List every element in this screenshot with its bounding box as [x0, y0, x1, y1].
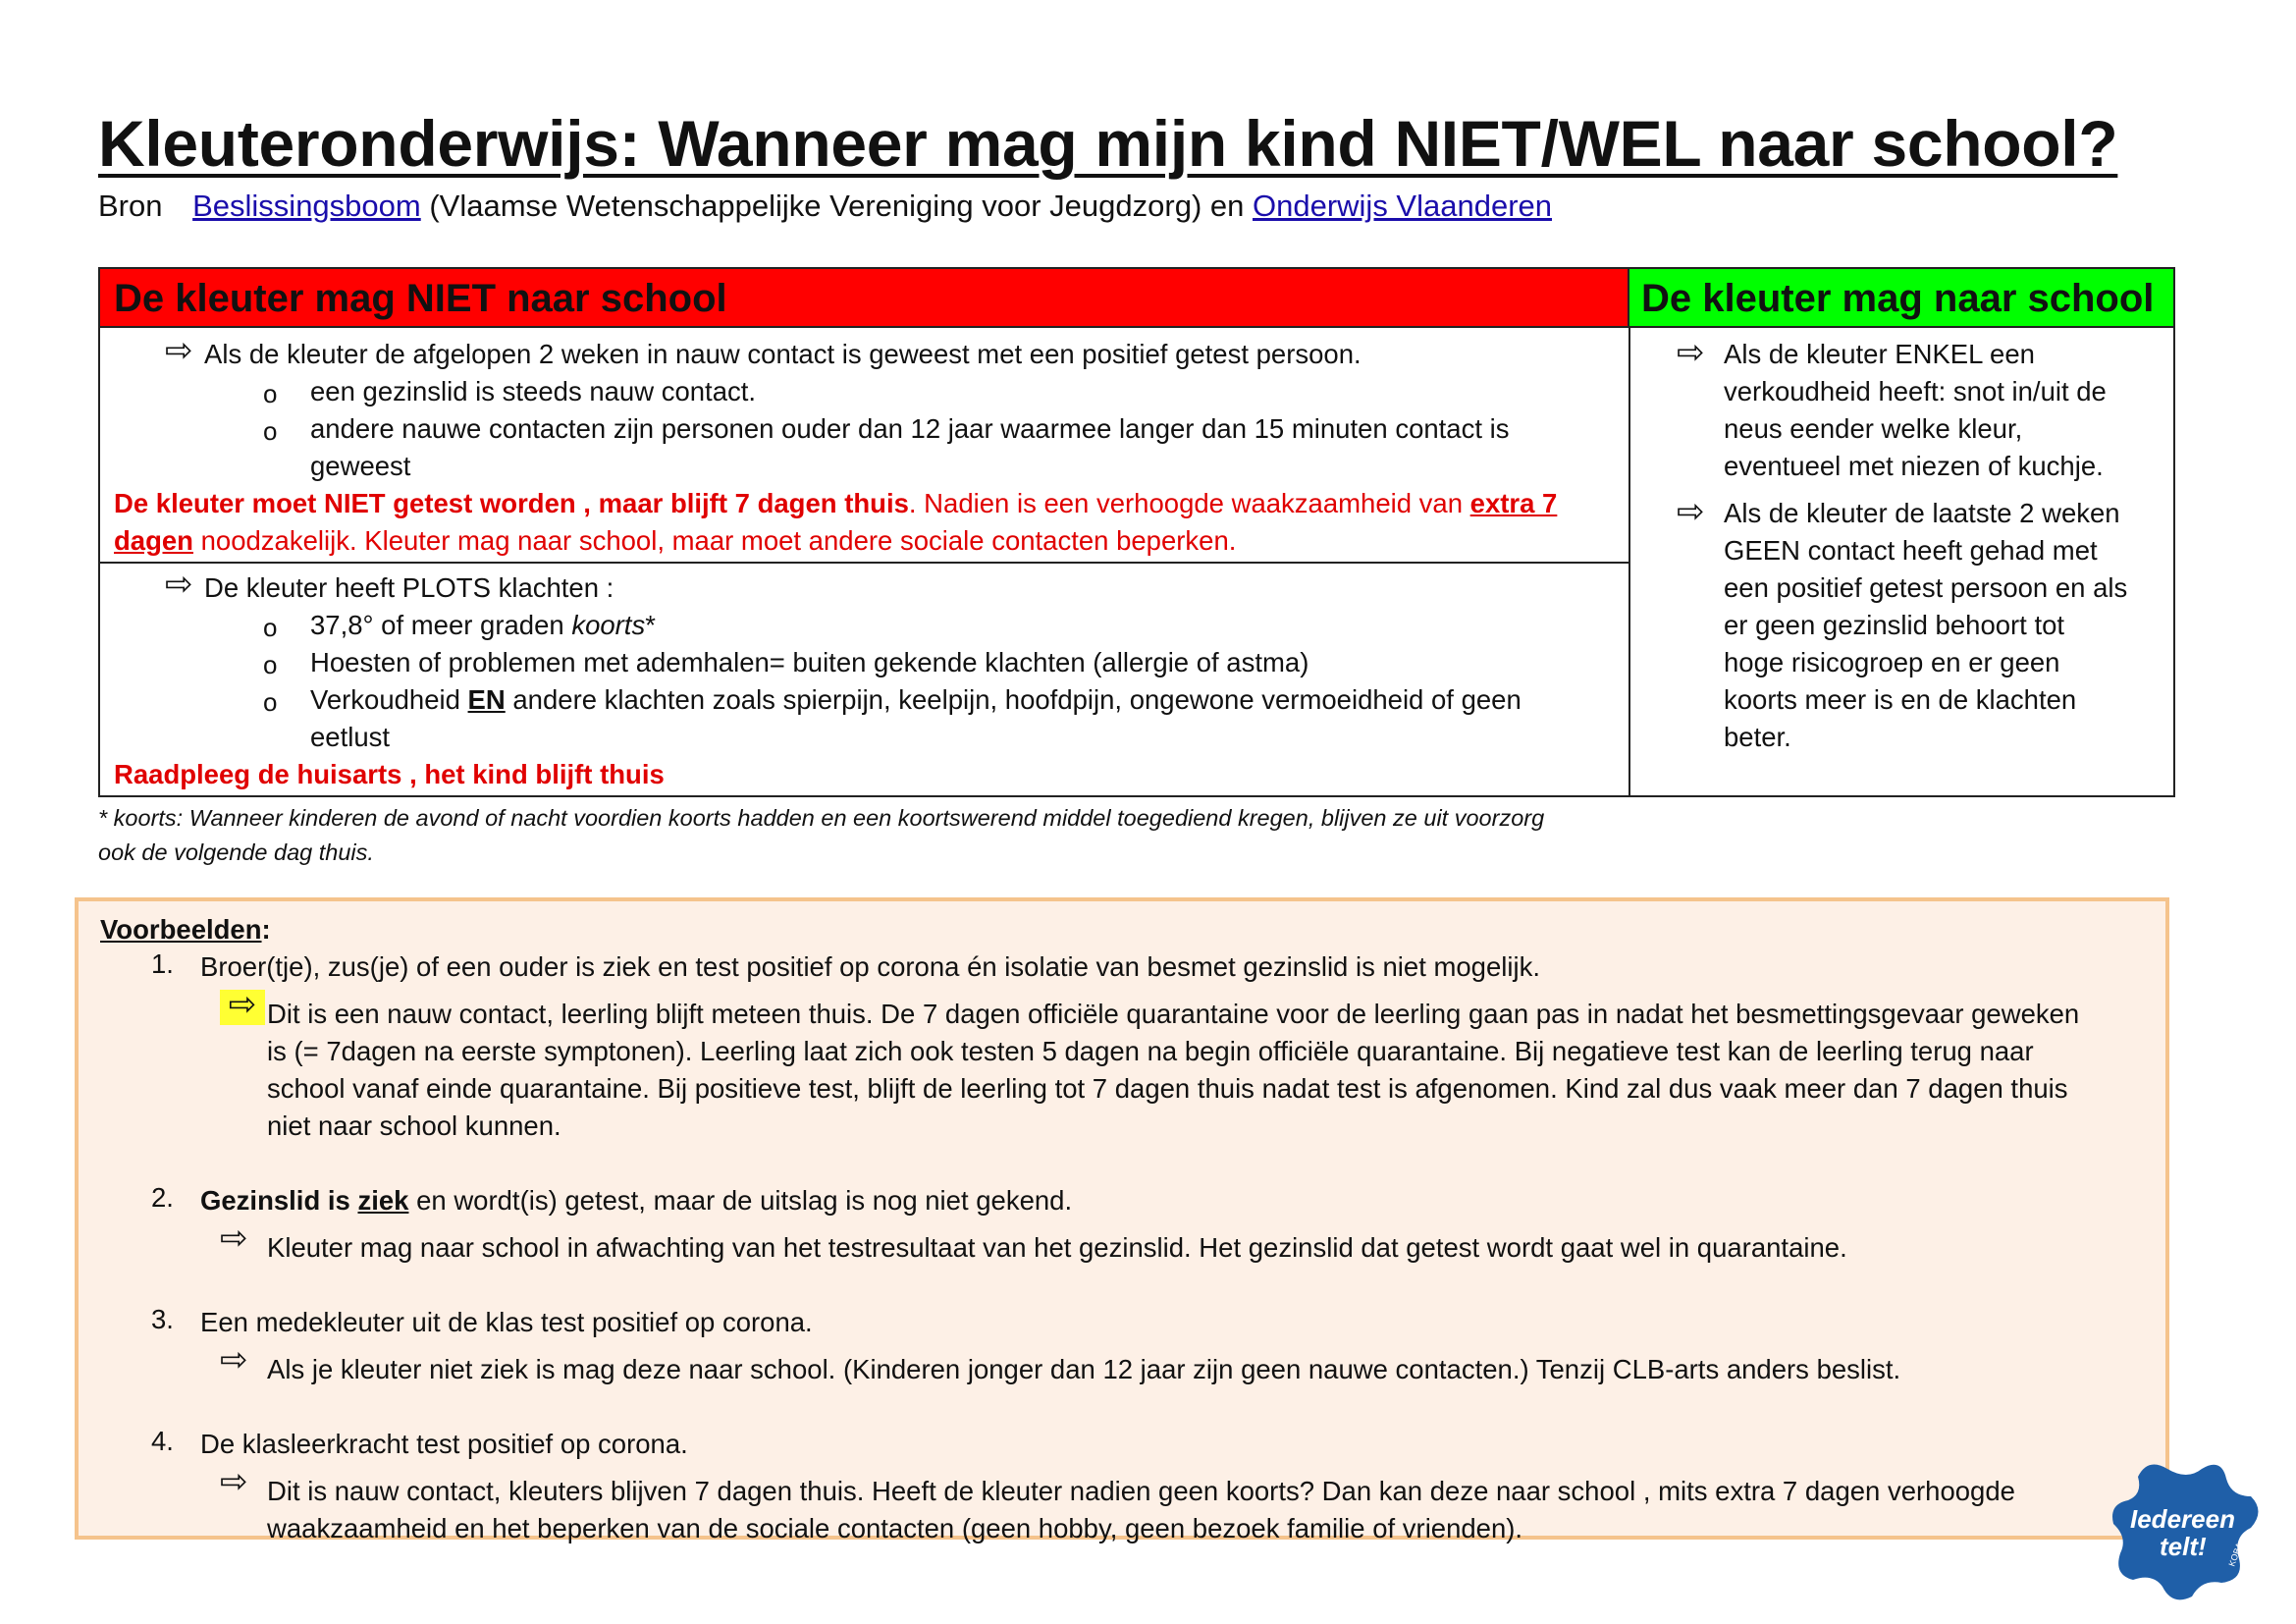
arrow-right-icon: ⇨ — [220, 1463, 248, 1500]
example-1-text: Broer(tje), zus(je) of een ouder is ziek en test positief op corona én isolatie van besmet gezinslid is niet mogelijk. — [200, 951, 1540, 982]
bullet-icon: o — [263, 687, 278, 717]
decision-table: De kleuter mag NIET naar school De kleuter mag naar school ⇨ Als de kleuter de afgelopen 2 weken in nauw contact is geweest met een positief getest persoon. o een gezinslid is steeds nauw contact. o andere nauwe contacten zijn personen ouder dan 12 jaar waarmee langer dan 15 minuten contact is geweest De kleuter moet NIET getest worden , maar blijft 7 dagen thuis. Nadien is een verhoogde waakzaamheid van extra 7 dagen noodzakelijk. Kleuter mag naar school, maar moet andere sociale contacten beperken. ⇨ De kleuter heeft PLOTS klachten : o 37,8° of meer graden koorts* o Hoesten of problemen met ademhalen= buiten gekende klachten (allergie of astma) o Verkoudheid EN andere klachten zoals spierpijn, keelpijn, hoofdpijn, ongewone vermoeidheid of geen eetlust Raadpleeg de huisarts , het kind blijft thuis ⇨ Als de kleuter ENKEL een verkoudheid heeft: snot in/uit de neus eender welke kleur, eventueel met niezen of kuchje. ⇨ Als de kleuter de laatste 2 weken GEEN contact heeft gehad met een positief getest persoon en als er geen gezinslid behoort tot hoge risicogroep en er geen koorts meer is en de klachten beter. — [98, 267, 2175, 797]
page-title: Kleuteronderwijs: Wanneer mag mijn kind NIET/WEL naar school? — [98, 107, 2118, 180]
example-1-sub: school vanaf einde quarantaine. Bij positieve test, blijft de leerling tot 7 dagen thuis nadat test is afgenomen. Kind zal dus vaak meer dan 7 dagen thuis — [267, 1073, 2068, 1104]
iedereen-telt-logo — [2109, 1457, 2266, 1604]
examples-heading: Voorbeelden: — [100, 914, 271, 945]
contact-rule: ⇨ Als de kleuter de afgelopen 2 weken in nauw contact is geweest met een positief getest persoon. — [165, 332, 1362, 369]
example-1-sub: niet naar school kunnen. — [267, 1110, 561, 1141]
arrow-right-icon: ⇨ — [165, 332, 193, 369]
arrow-right-icon: ⇨ — [220, 1219, 248, 1257]
list-number: 1. — [151, 948, 174, 979]
examples-box — [75, 897, 2169, 1543]
arrow-right-icon: ⇨ — [165, 566, 193, 603]
symptoms-rule: ⇨ De kleuter heeft PLOTS klachten : — [165, 566, 614, 603]
example-4-sub: waakzaamheid en het beperken van de sociale contacten (geen hobby, geen bezoek familie of vrienden). — [267, 1513, 1523, 1543]
advice-text-1: De kleuter moet NIET getest worden , maar blijft 7 dagen thuis. Nadien is een verhoogde waakzaamheid van extra 7 — [114, 488, 1558, 518]
bullet-icon: o — [263, 416, 278, 446]
bullet-text: een gezinslid is steeds nauw contact. — [310, 376, 757, 406]
bullet-text: andere nauwe contacten zijn personen ouder dan 12 jaar waarmee langer dan 15 minuten contact is — [310, 413, 1510, 444]
bullet-text: Hoesten of problemen met ademhalen= buiten gekende klachten (allergie of astma) — [310, 647, 1309, 677]
svg-text:Iedereen: Iedereen — [2130, 1504, 2235, 1534]
bullet-text-cont: geweest — [310, 451, 411, 481]
example-1-sub: is (= 7dagen na eerste symptonen). Leerling laat zich ook testen 5 dagen na begin officiële quarantaine. Bij negatieve test kan de leerling terug naar — [267, 1036, 2034, 1066]
example-2-sub: Kleuter mag naar school in afwachting van het testresultaat van het gezinslid. Het gezinslid dat getest wordt gaat wel in quarantaine. — [267, 1232, 1847, 1263]
example-3-sub: Als je kleuter niet ziek is mag deze naar school. (Kinderen jonger dan 12 jaar zijn geen nauwe contacten.) Tenzij CLB-arts anders beslist. — [267, 1354, 1901, 1384]
source-label: Bron — [98, 189, 163, 223]
arrow-right-icon: ⇨ — [220, 990, 265, 1025]
fever-footnote: * koorts: Wanneer kinderen de avond of nacht voordien koorts hadden en een koortswerend middel toegediend kregen, blijven ze uit voorzorg ook de volgende dag thuis. — [98, 805, 1545, 865]
example-2-text: Gezinslid is ziek en wordt(is) getest, maar de uitslag is nog niet gekend. — [200, 1185, 1073, 1216]
example-1-sub: Dit is een nauw contact, leerling blijft meteen thuis. De 7 dagen officiële quarantaine voor de leerling gaan pas in nadat het besmettingsgevaar geweken — [267, 999, 2080, 1029]
example-3-text: Een medekleuter uit de klas test positief op corona. — [200, 1307, 813, 1337]
list-number: 4. — [151, 1426, 174, 1456]
arrow-right-icon: ⇨ — [1677, 334, 1705, 371]
bullet-text-cont: eetlust — [310, 722, 391, 752]
advice-text-2: dagen noodzakelijk. Kleuter mag naar school, maar moet andere sociale contacten beperken. — [114, 525, 1237, 556]
arrow-right-icon: ⇨ — [220, 1341, 248, 1379]
row-divider — [100, 562, 1629, 564]
source-middle: (Vlaamse Wetenschappelijke Vereniging voor Jeugdzorg) en — [429, 189, 1245, 223]
arrow-right-icon: ⇨ — [1677, 493, 1705, 530]
header-not-allowed — [100, 269, 1629, 328]
source-line — [98, 189, 1552, 224]
header-allowed — [1629, 269, 2173, 328]
svg-text:KOBA: KOBA — [2226, 1541, 2245, 1568]
bullet-text: 37,8° of meer graden koorts* — [310, 610, 656, 640]
list-number: 3. — [151, 1304, 174, 1334]
header-yes-text: De kleuter mag naar school — [1641, 277, 2155, 320]
beslissingsboom-link[interactable]: Beslissingsboom — [192, 189, 421, 223]
example-4-text: De klasleerkracht test positief op corona. — [200, 1429, 688, 1459]
bullet-icon: o — [263, 379, 278, 408]
svg-text:telt!: telt! — [2160, 1532, 2207, 1561]
bullet-icon: o — [263, 613, 278, 642]
onderwijs-vlaanderen-link[interactable]: Onderwijs Vlaanderen — [1253, 189, 1553, 223]
list-number: 2. — [151, 1182, 174, 1213]
bullet-icon: o — [263, 650, 278, 679]
advice-doctor: Raadpleeg de huisarts , het kind blijft thuis — [114, 759, 665, 789]
example-4-sub: Dit is nauw contact, kleuters blijven 7 dagen thuis. Heeft de kleuter nadien geen koorts? Dan kan deze naar school , mits extra 7 dagen verhoogde — [267, 1476, 2015, 1506]
bullet-text: Verkoudheid EN andere klachten zoals spierpijn, keelpijn, hoofdpijn, ongewone vermoeidheid of geen — [310, 684, 1522, 715]
header-not-text: De kleuter mag NIET naar school — [114, 277, 727, 320]
